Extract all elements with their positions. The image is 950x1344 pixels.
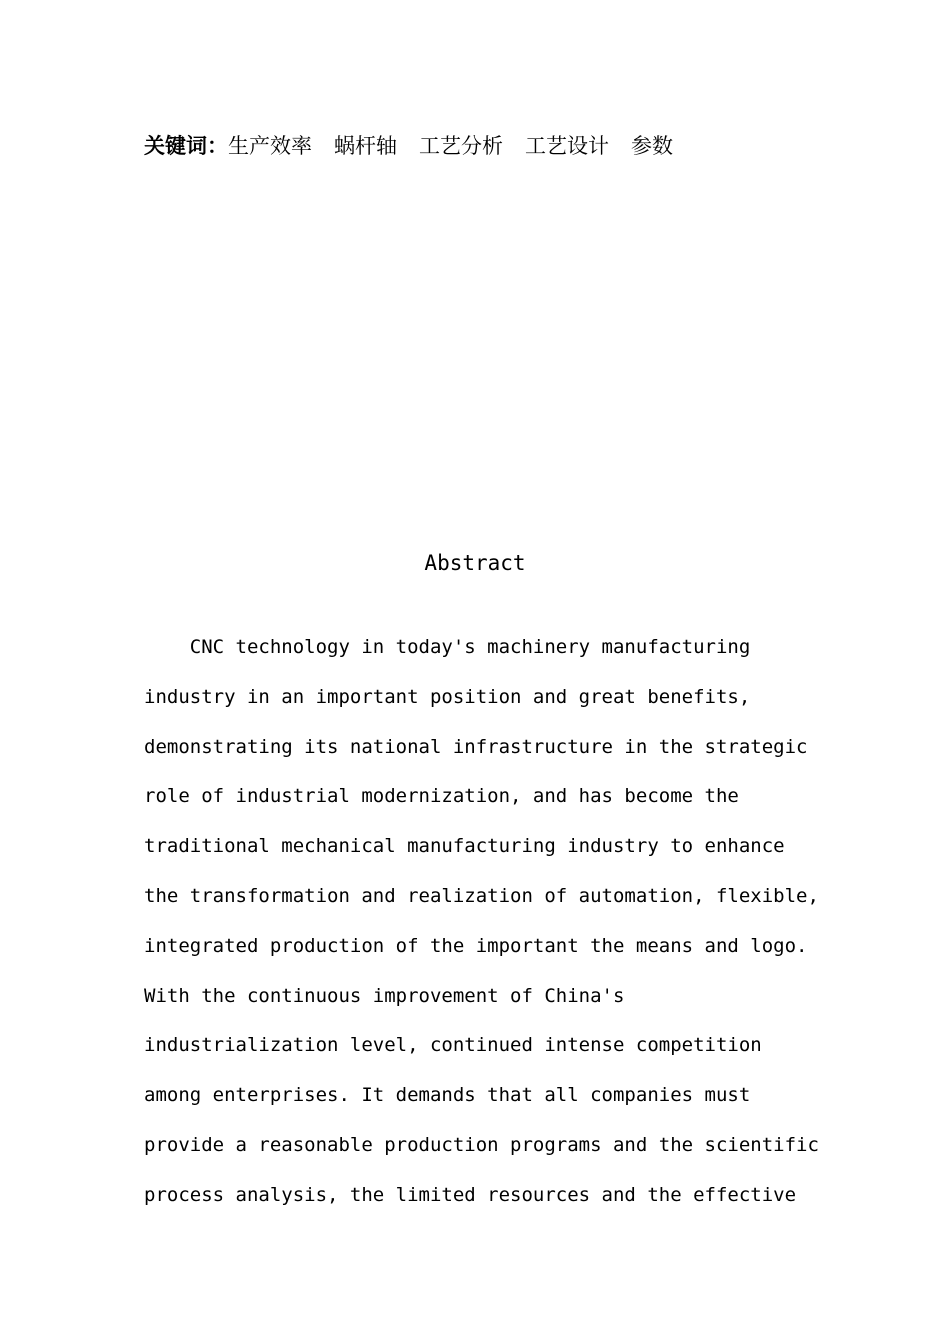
abstract-line: industrialization level, continued intense competition (144, 1034, 762, 1057)
abstract-line: integrated production of the important the means and logo. (144, 934, 808, 957)
keyword-term: 参数 (631, 134, 673, 158)
abstract-line: CNC technology in today's machinery manufacturing (144, 636, 751, 658)
abstract-line: demonstrating its national infrastructure in the strategic (144, 735, 808, 758)
abstract-heading: Abstract (424, 551, 526, 575)
keyword-term: 生产效率 (228, 134, 312, 158)
abstract-body (144, 623, 824, 1221)
abstract-line: industry in an important position and great benefits, (144, 685, 751, 708)
keyword-term: 工艺设计 (525, 134, 609, 158)
abstract-line: traditional mechanical manufacturing industry to enhance (144, 835, 785, 858)
abstract-line: process analysis, the limited resources and the effective (144, 1183, 797, 1206)
abstract-line: the transformation and realization of automation, flexible, (144, 884, 819, 907)
abstract-line: among enterprises. It demands that all companies must (144, 1084, 751, 1107)
abstract-line: provide a reasonable production programs and the scientific (144, 1133, 819, 1156)
keyword-term: 蜗杆轴 (334, 134, 397, 158)
keywords-line (144, 131, 673, 161)
abstract-line: With the continuous improvement of China's (144, 984, 625, 1007)
keywords-label: 关键词： (144, 134, 228, 158)
keyword-term: 工艺分析 (419, 134, 503, 158)
abstract-line: role of industrial modernization, and has become the (144, 785, 739, 808)
